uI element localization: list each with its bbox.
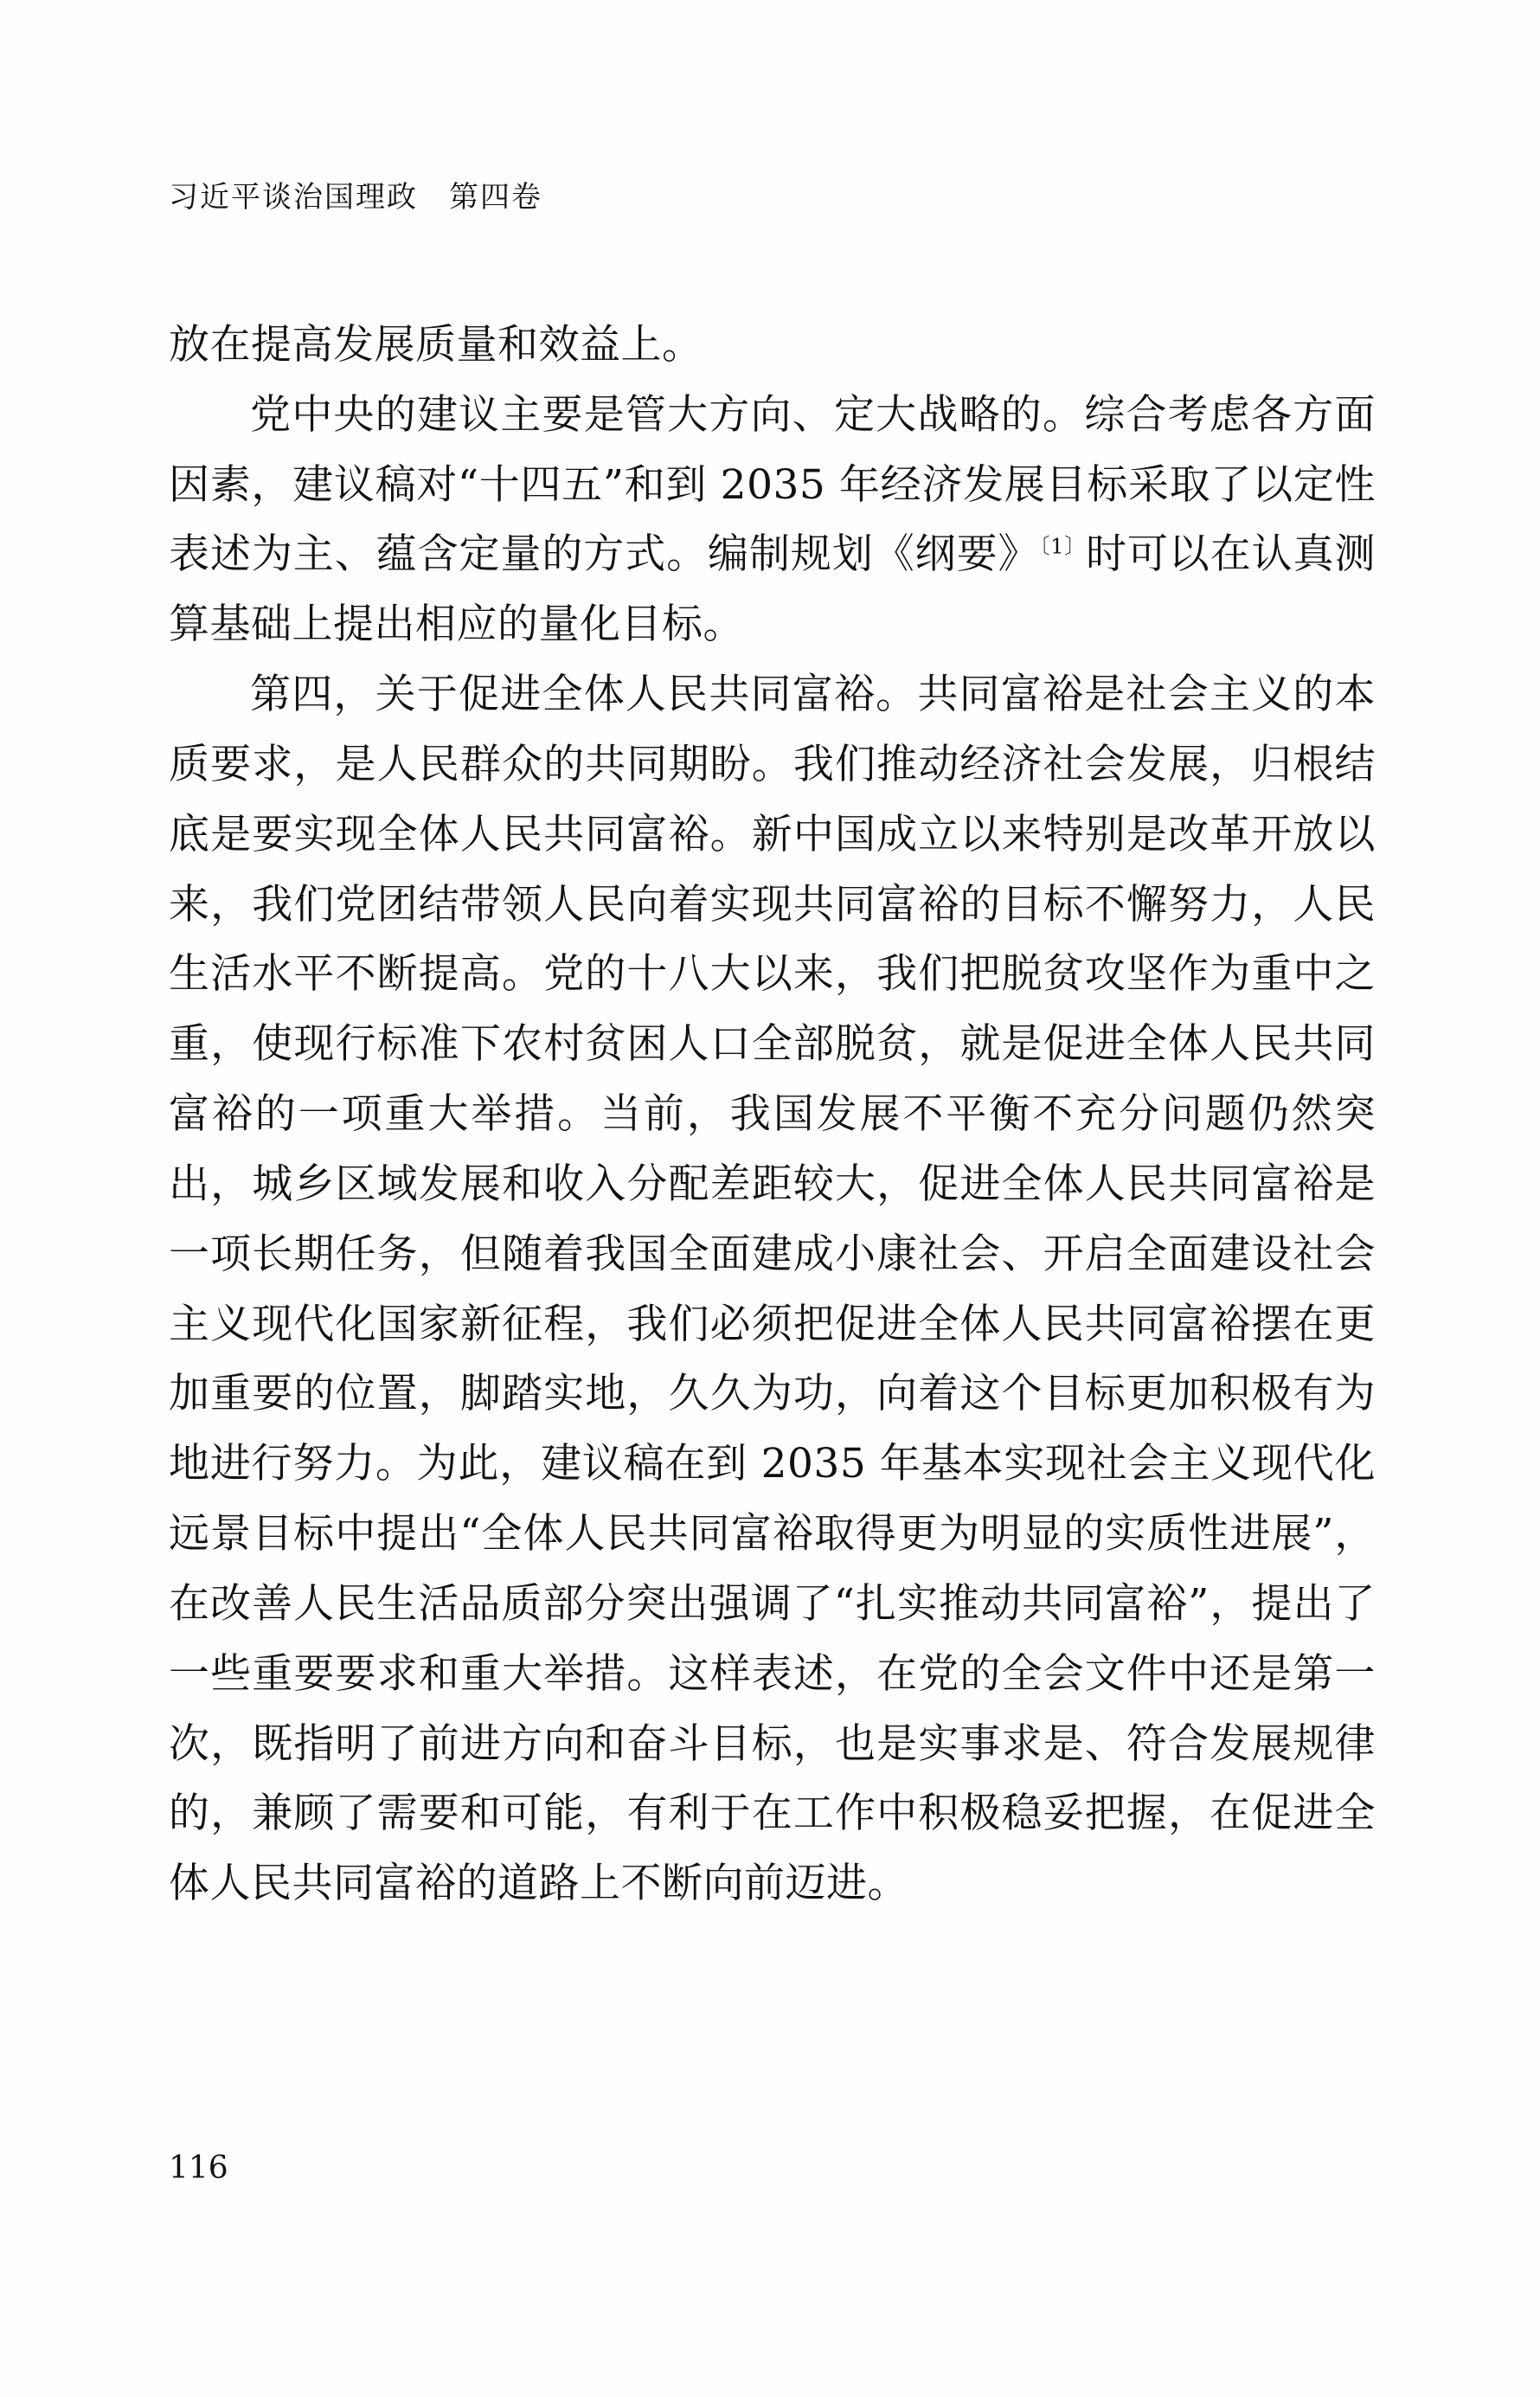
body-text <box>169 311 1376 1919</box>
running-head: 习近平谈治国理政 第四卷 <box>169 180 542 215</box>
page-content <box>169 173 1376 1919</box>
paragraph-3: 第四，关于促进全体人民共同富裕。共同富裕是社会主义的本质要求，是人民群众的共同期盼。我们推动经济社会发展，归根结底是要实现全体人民共同富裕。新中国成立以来特别是改革开放以来，我们党团结带领人民向着实现共同富裕的目标不懈努力，人民生活水平不断提高。党的十八大以来，我们把脱贫攻坚作为重中之重，使现行标准下农村贫困人口全部脱贫，就是促进全体人民共同富裕的一项重大举措。当前，我国发展不平衡不充分问题仍然突出，城乡区域发展和收入分配差距较大，促进全体人民共同富裕是一项长期任务，但随着我国全面建成小康社会、开启全面建设社会主义现代化国家新征程，我们必须把促进全体人民共同富裕摆在更加重要的位置，脚踏实地，久久为功，向着这个目标更加积极有为地进行努力。为此，建议稿在到 2035 年基本实现社会主义现代化远景目标中提出“全体人民共同富裕取得更为明显的实质性进展”，在改善人民生活品质部分突出强调了“扎实推动共同富裕”，提出了一些重要要求和重大举措。这样表述，在党的全会文件中还是第一次，既指明了前进方向和奋斗目标，也是实事求是、符合发展规律的，兼顾了需要和可能，有利于在工作中积极稳妥把握，在促进全体人民共同富裕的道路上不断向前迈进。 <box>169 671 1376 1908</box>
paragraph-1: 放在提高发展质量和效益上。 <box>169 321 703 369</box>
paragraph-2 <box>169 381 1376 660</box>
page-number: 116 <box>169 2150 228 2186</box>
paragraph-2-text-before-note: 党中央的建议主要是管大方向、定大战略的。综合考虑各方面因素，建议稿对“十四五”和到 2035 年经济发展目标采取了以定性表述为主、蕴含定量的方式。编制规划《纲要》 <box>169 390 1376 579</box>
paragraph-2-text-after-note: 时可以在认真测算基础上提出相应的量化目标。 <box>169 530 1376 649</box>
footnote-reference-1[interactable]: 〔1〕 <box>1039 533 1086 559</box>
